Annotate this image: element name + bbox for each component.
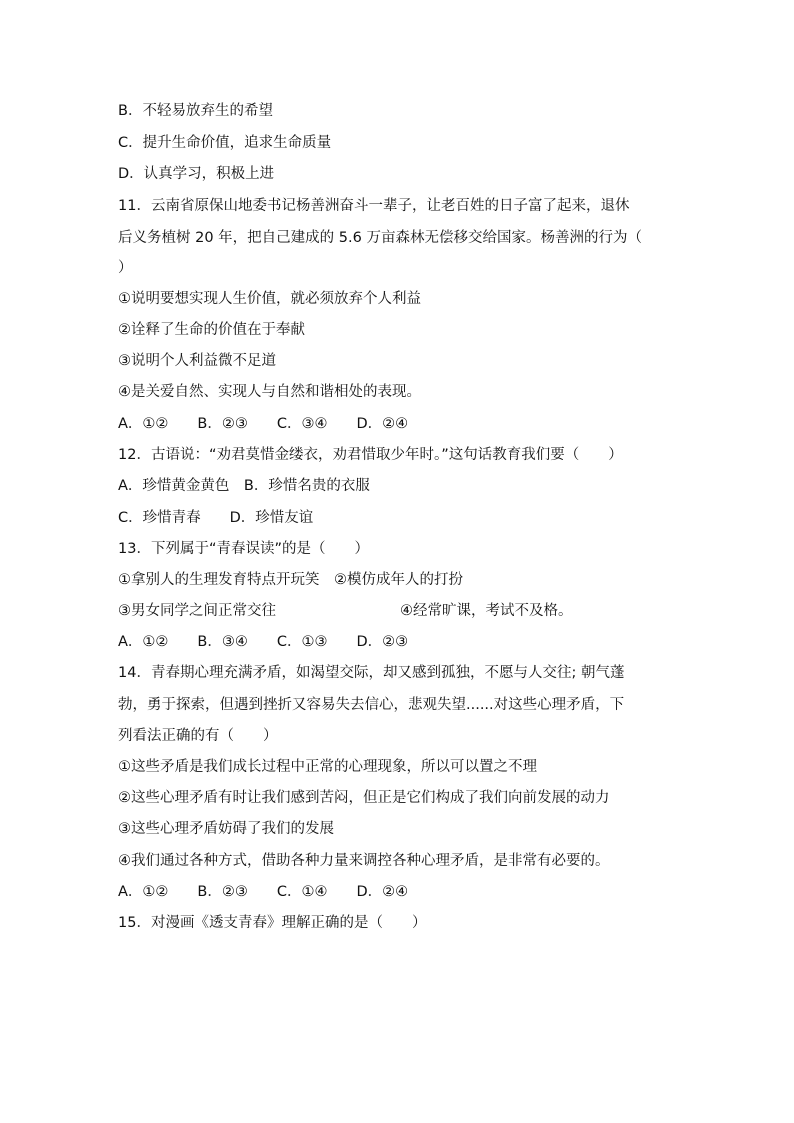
q11-options: A．①② B．②③ C．③④ D．②④ [118,416,409,432]
q13-statements-1-2: ①拿别人的生理发育特点开玩笑 ②模仿成年人的打扮 [118,572,463,588]
q11-statement-2: ②诠释了生命的价值在于奉献 [118,322,305,338]
q10-option-d: D．认真学习，积极上进 [118,166,275,182]
q14-statement-4: ④我们通过各种方式，借助各种力量来调控各种心理矛盾，是非常有必要的。 [118,853,610,869]
q10-option-c: C．提升生命价值，追求生命质量 [118,135,332,151]
q11-statement-3: ③说明个人利益微不足道 [118,353,276,369]
q14-statement-1: ①这些矛盾是我们成长过程中正常的心理现象，所以可以置之不理 [118,759,537,775]
q14-stem-line-2: 勃，勇于探索，但遇到挫折又容易失去信心，悲观失望......对这些心理矛盾，下 [118,697,625,713]
q12-options-ab: A．珍惜黄金黄色 B．珍惜名贵的衣服 [118,478,370,494]
q13-options: A．①② B．③④ C．①③ D．②③ [118,634,409,650]
q11-stem-line-2: 后义务植树 20 年，把自己建成的 5.6 万亩森林无偿移交给国家。杨善洲的行为（ [118,230,642,246]
q14-statement-2: ②这些心理矛盾有时让我们感到苦闷，但正是它们构成了我们向前发展的动力 [118,790,610,806]
q14-options: A．①② B．②③ C．①④ D．②④ [118,884,409,900]
q14-stem-line-3: 列看法正确的有（ ） [118,728,278,744]
q11-stem-line-1: 11．云南省原保山地委书记杨善洲奋斗一辈子，让老百姓的日子富了起来，退休 [118,198,630,214]
q14-statement-3: ③这些心理矛盾妨碍了我们的发展 [118,821,334,837]
q12-stem: 12．古语说：“劝君莫惜金缕衣，劝君惜取少年时。”这句话教育我们要（ ） [118,447,623,463]
q13-statement-3: ③男女同学之间正常交往 [118,603,276,619]
q13-statement-4: ④经常旷课，考试不及格。 [400,603,573,619]
q11-stem-line-3: ） [118,260,133,276]
q12-options-cd: C．珍惜青春 D．珍惜友谊 [118,510,314,526]
q14-stem-line-1: 14．青春期心理充满矛盾，如渴望交际，却又感到孤独，不愿与人交往; 朝气蓬 [118,665,625,681]
q15-stem: 15．对漫画《透支青春》理解正确的是（ ） [118,915,427,931]
q11-statement-1: ①说明要想实现人生价值，就必须放弃个人利益 [118,291,421,307]
q13-stem: 13．下列属于“青春误读”的是（ ） [118,541,369,557]
q10-option-b: B．不轻易放弃生的希望 [118,103,273,119]
q11-statement-4: ④是关爱自然、实现人与自然和谐相处的表现。 [118,384,421,400]
